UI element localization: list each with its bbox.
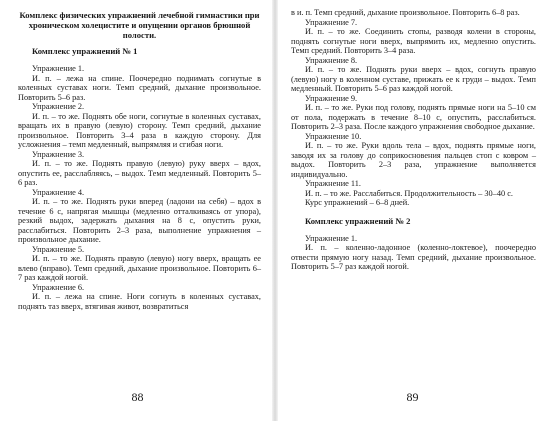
exercise-10-text: И. п. – то же. Руки вдоль тела – вдох, поднять прямые ноги, заводя их за голову до соприкосновения пальцев стоп с ковром – выдох. Повторить 2–3 раза, упражнение выполняется индивидуально. bbox=[291, 141, 536, 179]
exercise-5-text: И. п. – то же. Поднять правую (левую) ногу вверх, вращать ее влево (вправо). Темп средний, дыхание произвольное. Повторить 6–7 раз каждой ногой. bbox=[18, 254, 261, 282]
complex-1-subheading: Комплекс упражнений № 1 bbox=[32, 46, 138, 56]
exercise-11-title: Упражнение 11. bbox=[305, 179, 361, 188]
page-number-left: 88 bbox=[131, 390, 144, 404]
exercise-4-text: И. п. – то же. Поднять руки вперед (ладони на себя) – вдох в течение 6 с, напрягая мышцы (медленно отталкиваясь от упора), резкий выдох, задержать дыхания на 8 с, опустить руки, расслабиться. Повторить 2–3 раза, выполнение упражнения – произвольное дыхание. bbox=[18, 197, 261, 244]
exercise-8-title: Упражнение 8. bbox=[305, 55, 358, 65]
exercise-5-title: Упражнение 5. bbox=[32, 244, 85, 254]
exercise-3-text: И. п. – то же. Поднять правую (левую) руку вверх – вдох, опустить ее, расслабляясь, – выдох. Темп медленный. Повторить 5–6 раз. bbox=[18, 159, 261, 187]
page-number-right: 89 bbox=[406, 390, 419, 404]
exercise-1-text: И. п. – лежа на спине. Поочередно поднимать согнутые в коленных суставах ноги. Темп средний, дыхание произвольное. Повторить 5–6 раз. bbox=[18, 73, 261, 102]
complex-2-subheading: Комплекс упражнений № 2 bbox=[305, 215, 411, 226]
exercise-1-title: Упражнение 1. bbox=[32, 64, 85, 73]
exercise-6-title: Упражнение 6. bbox=[32, 282, 85, 292]
exercise-9-title: Упражнение 9. bbox=[305, 93, 358, 103]
right-page bbox=[275, 0, 550, 421]
exercise-3-title: Упражнение 3. bbox=[32, 149, 85, 159]
exercise-8-text: И. п. – то же. Поднять руки вверх – вдох, согнуть правую (левую) ногу в коленном суставе, прижать ее к груди – выдох. Темп медленный. Повторить 5–6 раз каждой ногой. bbox=[291, 65, 536, 93]
exercise-4-title: Упражнение 4. bbox=[32, 187, 85, 197]
exercise-7-title: Упражнение 7. bbox=[305, 17, 358, 27]
exercise-10-title: Упражнение 10. bbox=[305, 131, 362, 141]
continuation-text: в и. п. Темп средний, дыхание произвольное. Повторить 6–8 раз. bbox=[291, 8, 520, 17]
complex-heading: Комплекс физических упражнений лечебной гимнастики при хроническом холецистите и опущении органов брюшной полости. bbox=[19, 10, 260, 40]
exercise-6-text: И. п. – лежа на спине. Ноги согнуть в коленных суставах, поднять таз вверх, втягивая живот, возвратиться bbox=[18, 292, 261, 311]
exercise-7-text: И. п. – то же. Соединить стопы, разводя колени в стороны, поднять согнутые ноги вверх, выпрямить их, медленно опустить. Темп средний. Повторить 3–4 раза. bbox=[291, 27, 536, 55]
complex-2-exercise-1-text: И. п. – коленно-ладонное (коленно-локтевое), поочередно отвести прямую ногу назад. Темп средний, дыхание произвольное. Повторить 5–7 раз каждой ногой. bbox=[291, 243, 536, 271]
exercise-2-title: Упражнение 2. bbox=[32, 102, 85, 111]
exercise-11-text: И. п. – то же. Расслабиться. Продолжительность – 30–40 с. bbox=[305, 188, 513, 198]
exercise-9-text: И. п. – то же. Руки под голову, поднять прямые ноги на 5–10 см от пола, подержать в течение 8–10 с, опустить, расслабиться. Повторить 2–3 раза. После каждого упражнения свободное дыхание. bbox=[291, 103, 536, 131]
exercise-2-text: И. п. – то же. Поднять обе ноги, согнутые в коленных суставах, вращать их в правую (левую) сторону. Темп средний, дыхание произвольное. Повторить 3–4 раза в каждую сторону. Для усложнения – темп медленный, выпрямляя и сгибая ноги. bbox=[18, 111, 261, 149]
complex-2-exercise-1-title: Упражнение 1. bbox=[305, 233, 358, 243]
course-text: Курс упражнений – 6–8 дней. bbox=[305, 198, 410, 207]
